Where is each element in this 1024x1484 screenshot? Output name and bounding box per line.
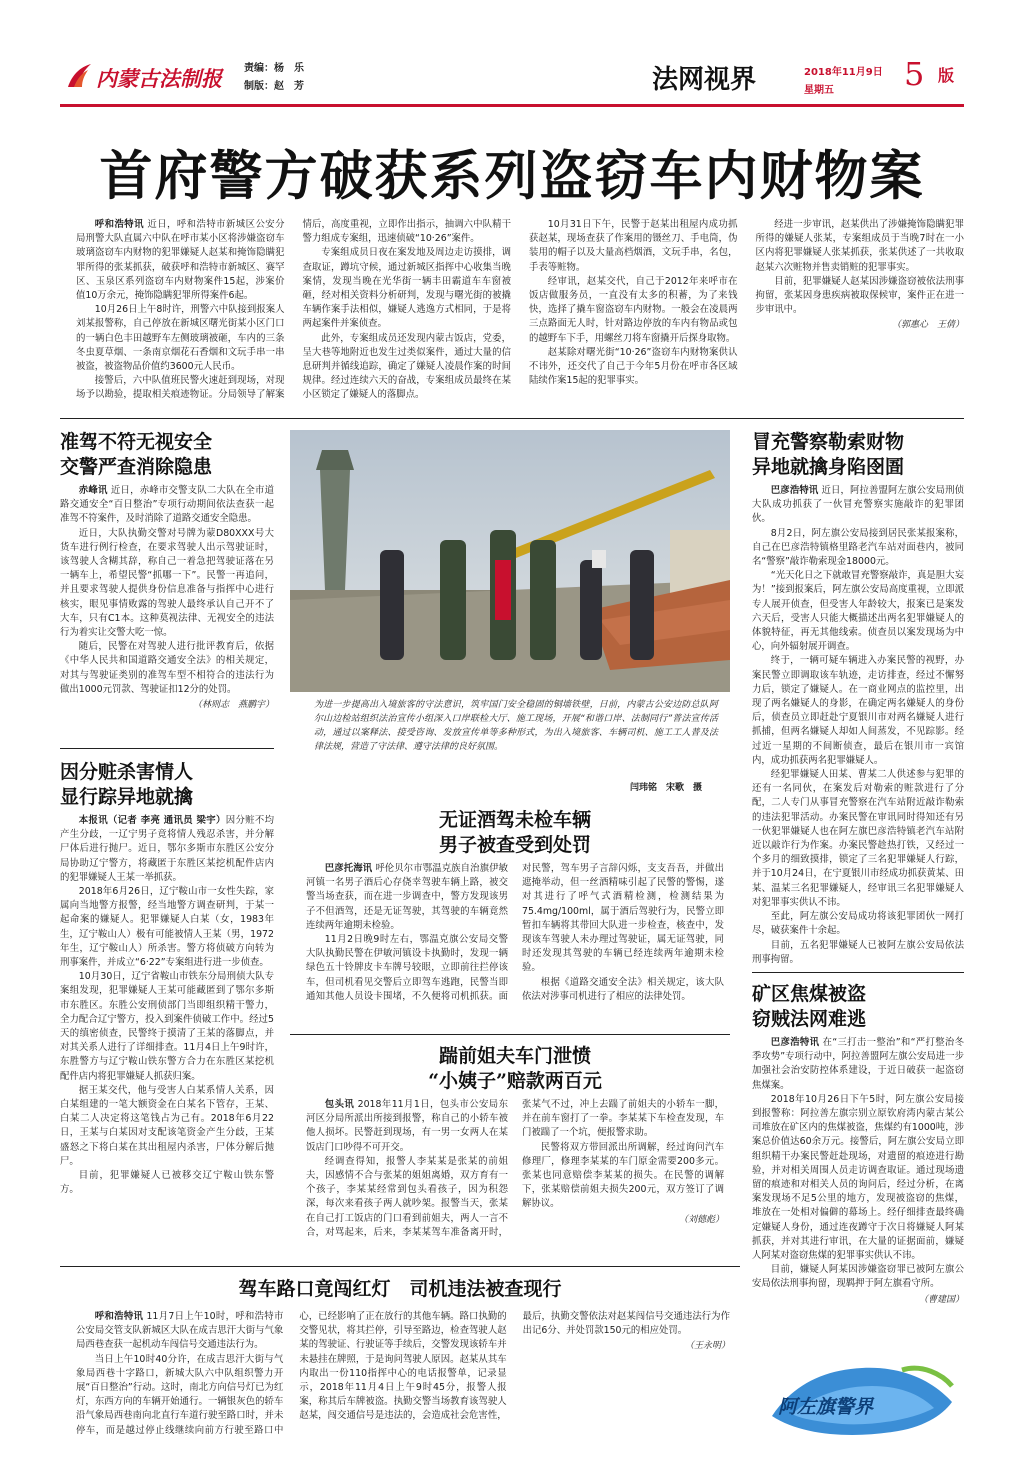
lead-paragraph: 经审讯，赵某交代，自己于2012年来呼市在饭店做服务员，一直没有太多的积蓄，为了来钱快，选择了撬车窗盗窃车内财物。一般会在凌晨两三点路面无人时，针对路边停放的车内有物品或包的越野车下手，用螺丝刀将车窗撬开后探身取物。 — [529, 275, 738, 344]
mid1-body — [306, 862, 724, 1016]
right2-paragraph: 2018年10月26日下午5时，阿左旗公安局接到报警称：阿拉善左旗宗别立原钦府湾内蒙古某公司堆放在矿区内的焦煤被盗，焦煤约有1000吨，涉案总价值达60余万元。接警后，阿左旗公安局立即组织精干办案民警赶赴现场，对遗留的痕迹进行勘验，并对相关周围人员走访调查取证。通过现场遗留的痕迹和对相关人员的询问后，经过分析，在离案发现场不足5公里的地方，发现被盗窃的焦煤，堆放在一处相对偏僻的幕场上。经仔细排查最终确定嫌疑人身份，通过连夜蹲守于次日将嫌疑人阿某抓获，并对其进行审讯，在大量的证据面前，嫌疑人阿某对盗窃焦煤的犯罪事实供认不讳。 — [752, 1093, 964, 1262]
bottom-paragraph: 11月7日上午10时，呼和浩特市公安局交管支队新城区大队在成吉思汗大街与气象局西巷查获一起机动车闯信号交通违法行为。 — [76, 1311, 284, 1351]
left2-paragraph: 据王某交代，他与受害人白某系情人关系，因白某组建的一笔大额资金在白某名下管存，王某、白某二人决定将这笔钱占为己有。2018年6月22日，王某与白某因对支配该笔资金产生分歧，王某盛怒之下将白某在其出租屋内杀害，尸体分解后抛尸。 — [60, 1084, 274, 1167]
page-number: 5 — [904, 55, 925, 93]
lead-paragraph: 10月31日下午，民警于赵某出租屋内成功抓获赵某，现场查获了作案用的镊丝刀、手电筒，伪装用的帽子以及大量高档烟酒，文玩手串，名包，手表等赃物。 — [529, 219, 738, 273]
mid1-headline-1: 无证酒驾未检车辆 — [438, 809, 591, 831]
right2-headline-1: 矿区焦煤被盗 — [752, 983, 867, 1005]
right1-paragraph: 经犯罪嫌疑人田某、曹某二人供述参与犯罪的还有一名同伙，在案发后对勒索的赃款进行了分配，二人专门从事冒充警察在汽车站附近敲诈勒索的违法犯罪活动。办案民警在审讯同时得知还有另一伙犯罪嫌疑人也在阿左旗巴彦浩特镇老汽车站附近以敲诈行为作案。办案民警趁热打铁，又经过一个多月的细致摸排，锁定了三名犯罪嫌疑人行踪，并于10月24日，在宁夏银川市经成功抓获黄某、田某、温某三名犯罪嫌疑人，经审讯三名犯罪嫌疑人对犯罪事实供认不讳。 — [752, 769, 964, 908]
right1-paragraph: 8月2日，阿左旗公安局接到居民张某报案称，自己在巴彦浩特镇格里路老汽车站对面巷内，被同名“警察”敲诈勒索现金18000元。 — [752, 527, 964, 568]
date-box — [796, 55, 964, 101]
ad-text: 阿左旗警界 — [778, 1396, 874, 1418]
bottom-body — [76, 1310, 730, 1452]
middle-story-2 — [306, 1044, 724, 1258]
left2-byline: 本报讯（记者 李亮 通讯员 梁宇） — [78, 815, 226, 826]
right2-paragraph: 目前，嫌疑人阿某因涉嫌盗窃罪已被阿左旗公安局依法刑事拘留，现羁押于阿左旗看守所。 — [752, 1264, 964, 1290]
right2-paragraph: 在“三打击一整治”和“严打整治冬季攻势”专项行动中，阿拉善盟阿左旗公安局进一步加强社会治安防控体系建设，于近日破获一起盗窃焦煤案。 — [752, 1037, 964, 1091]
lead-divider — [60, 418, 964, 419]
mid2-signature: （刘德彪） — [678, 1214, 724, 1225]
lead-signature: （郭惠心 王倩） — [891, 320, 964, 331]
mid1-paragraph: 11月2日晚9时左右，鄂温克旗公安局交警大队执勤民警在伊敏河镇设卡执勤时，发现一辆绿色五十铃牌皮卡车牌号较眼，立即前往拦停该车，但司机看见交警后立即驾车逃跑，民警当即通知其他人员设卡围堵，不久便将司机抓获。面对民警，驾车男子言辞闪烁，支支吾吾，并做出遮掩举动，但一丝酒精味引起了民警的警惕，遂对其进行了呼气式酒精检测，检测结果为75.4mg/100ml，属于酒后驾驶行为，民警立即暂扣车辆将其带回大队进一步检查，核查中，发现该车驾驶人未办理过驾驶证，属无证驾驶，同时还发现其驾驶的车辆已经连续两年逾期未检验。 — [306, 863, 724, 1002]
left2-paragraph: 目前，犯罪嫌疑人已被移交辽宁鞍山铁东警方。 — [60, 1170, 274, 1196]
bottom-paragraph: 当日上午10时40分许，在成吉思汗大街与气象局西巷十字路口，新城大队六中队组织警力开展“百日整治”行动。这时，南北方向信号灯已为红灯，东西方向的车辆开始通行。一辆银灰色的轿车沿气象局西巷南向北直行车道行驶至路口时，并未停车，而是越过停止线继续向前方行驶至路口中心，已经影响了正在放行的其他车辆。路口执勤的交警见状，将其拦停，引导至路边，检查驾驶人赵某的驾驶证、行驶证等手续后，交警发现该轿车并未悬挂在牌照，于是询问驾驶人原因。赵某从其车内取出一份110指挥中心的电话报警单，记录显示，2018年11月4日上午9时45分，报警人报案，称其后车牌被盗。执勤交警当场教育该驾驶人赵某，闯交通信号是违法的，会造成社会危害性，最后，执勤交警依法对赵某闯信号交通违法行为作出记6分、并处罚款150元的相应处罚。 — [76, 1311, 730, 1436]
ad-banner — [752, 1356, 964, 1442]
left-divider — [60, 748, 274, 749]
photo-credit: 闫玮铭 宋歌 摄 — [630, 783, 703, 793]
middle-divider — [290, 1034, 730, 1035]
bottom-headline: 驾车路口竟闯红灯 司机违法被查现行 — [238, 1278, 562, 1300]
mid1-paragraph: 根据《道路交通安全法》相关规定，该大队依法对涉事司机进行了相应的法律处罚。 — [522, 976, 724, 1002]
left1-signature: （林则志 燕鹏宇） — [192, 700, 274, 711]
left2-paragraph: 2018年6月26日，辽宁鞍山市一女性失踪，家属向当地警方报警，经当地警方调查研判，于某一起命案的嫌疑人。犯罪嫌疑人白某（女，1983年生，辽宁鞍山人）极有可能被情人王某（男，1972年生，辽宁鞍山人）所杀害。警方将侦破方向转为刑事案件，并成立“6·22”专案组进行进一步侦查。 — [60, 886, 274, 969]
right1-paragraph: “光天化日之下就敢冒充警察敲诈，真是胆大妄为！”接到报案后，阿左旗公安局高度重视，立即派专人展开侦查，但受害人年龄较大，报案已是案发六天后，受害人只能大概描述出两名犯罪嫌疑人的体貌特征，再无其他线索。侦查员以案发现场为中心，向外辐射展开调查。 — [752, 570, 964, 653]
right2-signature: （曹建国） — [918, 1294, 964, 1305]
left1-byline: 赤峰讯 — [78, 485, 108, 496]
lead-body — [76, 218, 964, 410]
mid2-paragraph: 经调查得知，报警人李某某是张某的前姐夫，因感情不合与张某的姐姐离婚，双方育有一个孩子，李某某经常到包头看孩子，因为积怨深，每次来看孩子两人就吵架。报警当天，张某在自己打工饭店的门口看到前姐夫，两人一言不合，对骂起来，后来，李某某驾车准备离开时，张某气不过，冲上去踹了前姐夫的小轿车一脚，并在前车窗打了一拳。李某某下车检查发现，车门被踹了一个坑，便报警求助。 — [306, 1099, 724, 1238]
mid2-headline-2: “小姨子”赔款两百元 — [428, 1070, 602, 1092]
right-story-1 — [752, 430, 964, 964]
left2-headline-2: 显行踪异地就擒 — [60, 786, 194, 808]
lead-paragraph: 专案组成员日夜在案发地及周边走访摸排，调查取证，蹲坑守候，通过新城区指挥中心收集当晚案情，发现当晚在光华街一辆丰田霸道车车窗被砸，经对相关资料分析研判，发现与曙光街的被撬车辆作案手法相似，嫌疑人逃逸方式相同，于是将两起案件并案侦查。 — [302, 247, 511, 330]
mid1-paragraph: 呼伦贝尔市鄂温克族自治旗伊敏河镇一名男子酒后心存侥幸驾驶车辆上路，被交警当场查获，而在进一步调查中，警方发现该男子不但酒驾，还是无证驾驶，其驾驶的车辆竟然连续两年逾期未检验。 — [306, 863, 508, 931]
lead-paragraph: 赵某除对曙光街“10·26”盗窃车内财物案供认不讳外，还交代了自己于今年5月份在呼市各区域陆续作案15起的犯罪事实。 — [529, 346, 738, 387]
lead-byline: 呼和浩特讯 — [94, 219, 144, 230]
left2-paragraph: 因分赃不均产生分歧，一辽宁男子竟将情人残忍杀害，并分解尸体后进行抛尸。近日，鄂尔多斯市东胜区公安分局协助辽宁警方，将藏匿于东胜区某挖机配件店内的犯罪嫌疑人王某一举抓获。 — [60, 815, 274, 883]
right1-headline-1: 冒充警察勒索财物 — [752, 431, 905, 453]
lead-headline: 首府警方破获系列盗窃车内财物案 — [99, 145, 925, 207]
left2-headline-1: 因分赃杀害情人 — [60, 761, 194, 783]
right-story-2 — [752, 982, 964, 1346]
mid2-byline: 包头讯 — [324, 1099, 355, 1110]
right-divider — [752, 972, 964, 973]
lead-paragraph: 接警后，六中队值班民警火速赶到现场，对现场予以勘验，提取相关痕迹物证。分局领导了解案情后，高度重视，立即作出指示，抽调六中队精干警力组成专案组，迅速侦破“10·26”案件。 — [76, 219, 511, 401]
issue-date: 2018年11月9日 — [804, 67, 883, 78]
logo-text: 内蒙古法制报 — [96, 66, 222, 91]
editor-credit: 责编：杨 乐 — [244, 63, 304, 74]
right1-paragraph: 终于，一辆可疑车辆进入办案民警的视野，办案民警立即调取该车轨迹，走访排查，经过不懈努力后，锁定了嫌疑人。在一商业网点的监控里，出现了两名嫌疑人的身影，在确定两名嫌疑人的身份后，侦查员立即赶赴宁夏银川市对两名嫌疑人进行抓捕，但两名嫌疑人却如人间蒸发，不见踪影。经过近一星期的不间断侦查，最后在银川市一宾馆内，成功抓获两名犯罪嫌疑人。 — [752, 655, 964, 766]
photo-caption: 为进一步提高出入境旅客的守法意识，筑牢国门安全稳固的铜墙铁壁，日前，内蒙古公安边防总队阿尔山边检站组织法治宣传小组深入口岸联检大厅、施工现场，开展“和谐口岸、法制同行”普法宣传活动，通过以案释法、接受咨询、发放宣传单等多种形式，为出入境旅客、车辆司机、施工工人普及法律法规，营造了守法律、遵守法律的良好氛围。 — [314, 700, 718, 752]
lead-paragraph: 目前，犯罪嫌疑人赵某因涉嫌盗窃被依法刑事拘留，张某因身患疾病被取保候审，案件正在进一步审讯中。 — [755, 275, 964, 316]
lead-paragraph: 此外，专案组成员还发现内蒙古饭店，党委，呈大巷等地附近也发生过类似案件，通过大量的信息研判并循线追踪，确定了嫌疑人凌晨作案的时间规律。经过连续六天的奋战，专案组成员最终在某小区锁定了嫌疑人的落脚点。 — [302, 332, 511, 401]
designer-credit: 制版：赵 芳 — [244, 81, 304, 92]
left1-paragraph: 近日，赤峰市交警支队二大队在全市道路交通安全“百日整治”专项行动期间依法查获一起准驾不符案件，及时消除了道路交通安全隐患。 — [60, 485, 274, 525]
middle-story-1 — [306, 808, 724, 1028]
left2-paragraph: 10月30日，辽宁省鞍山市铁东分局刑侦大队专案组发现，犯罪嫌疑人王某可能藏匿到了鄂尔多斯市东胜区。东胜公安刑侦部门当即组织精干警力，全力配合辽宁警方，投入到案件侦破工作中。经过5天的缜密侦查，民警终于摸清了王某的落脚点，并对其关系人进行了详细排查。11月4日上午9时许，东胜警方与辽宁鞍山铁东警方合力在东胜区某挖机配件店内将犯罪嫌疑人抓获归案。 — [60, 971, 274, 1082]
issue-weekday: 星期五 — [804, 85, 834, 96]
left-story-2 — [60, 760, 274, 1254]
right2-byline: 巴彦浩特讯 — [770, 1037, 820, 1048]
right1-paragraph: 目前，五名犯罪嫌疑人已被阿左旗公安局依法刑事拘留。 — [752, 939, 964, 964]
page-label: 版 — [938, 66, 955, 85]
right1-paragraph: 至此，阿左旗公安局成功将该犯罪团伙一网打尽，破获案件十余起。 — [752, 911, 964, 937]
news-photo — [290, 430, 730, 692]
lead-paragraph: 10月26日上午8时许，刑警六中队接到报案人刘某报警称，自己停放在新城区曙光街某小区门口的一辆白色丰田越野车左侧玻璃被砸，车内的三条冬虫夏草烟、一条南京烟花石香烟和文玩手串一串被盗，被盗物品价值约3600元人民币。 — [76, 304, 285, 373]
mid1-byline: 巴彦托海讯 — [324, 863, 373, 874]
left1-headline-2: 交警严查消除隐患 — [60, 456, 213, 478]
lead-paragraph: 近日，呼和浩特市新城区公安分局刑警大队直属六中队在呼市某小区将涉嫌盗窃车玻璃盗窃车内财物的犯罪嫌疑人赵某和掩饰隐瞒犯罪所得的张某抓获，破获呼和浩特市新城区、赛罕区、玉泉区系列盗窃车内财物案件15起，涉案价值10万余元，掩饰隐瞒犯罪所得案件6起。 — [76, 219, 285, 302]
bottom-byline: 呼和浩特讯 — [94, 1311, 144, 1322]
mid2-body — [306, 1098, 724, 1254]
photo-illustration-icon — [290, 430, 730, 692]
section-title: 法网视界 — [652, 65, 757, 95]
left1-paragraph: 随后，民警在对驾驶人进行批评教育后，依据《中华人民共和国道路交通安全法》的相关规定，对其与驾驶证类别的准驾车型不相符合的违法行为做出1000元罚款、驾驶证扣12分的处罚。 — [60, 641, 274, 695]
right1-paragraph: 近日，阿拉善盟阿左旗公安局刑侦大队成功抓获了一伙冒充警察实施敲诈的犯罪团伙。 — [752, 485, 964, 525]
right2-headline-2: 窃贼法网难逃 — [752, 1008, 867, 1030]
left1-paragraph: 近日，大队执勤交警对号牌为蒙D80XXX号大货车进行例行检查，在要求驾驶人出示驾驶证时，该驾驶人含糊其辞，称自己一着急把驾驶证落在另一辆车上，希望民警“抓哪一下”。民警一再追问，并且要求驾驶人提供身份信息准备与指挥中心进行核实，眼见事情败露的驾驶人最终承认自己开不了大车，只有C1本。这种莫视法律、无视安全的违法行为着实让交警大吃一惊。 — [60, 527, 274, 639]
logo-swoosh-icon — [64, 61, 94, 91]
masthead — [60, 55, 964, 105]
right1-byline: 巴彦浩特讯 — [770, 485, 819, 496]
mid2-headline-1: 踹前姐夫车门泄愤 — [438, 1045, 591, 1067]
masthead-rule — [60, 104, 964, 107]
mid2-paragraph: 2018年11月1日，包头市公安局东河区分局所派出所接到报警，称自己的小轿车被他人损坏。民警赶到现场，有一男一女两人在某饭店门口吵得不可开交。 — [306, 1099, 508, 1153]
right1-headline-2: 异地就擒身陷囹圄 — [752, 456, 905, 478]
mid2-paragraph: 民警将双方带回派出所调解，经过询问汽车修理厂，修理李某某的车门原金需要200多元。张某也同意赔偿李某某的损失。在民警的调解下，张某赔偿前姐夫损失200元，双方签订了调解协议。 — [522, 1141, 724, 1210]
bottom-signature: （王永明） — [684, 1341, 730, 1352]
lead-paragraph: 经进一步审讯，赵某供出了涉嫌掩饰隐瞒犯罪所得的嫌疑人张某，专案组成员于当晚7时在一小区内将犯罪嫌疑人张某抓获，张某供述了一共收取赵某六次赃物并售卖销赃的犯罪事实。 — [755, 219, 964, 273]
left-story-1 — [60, 430, 274, 740]
newspaper-logo — [64, 61, 230, 91]
bottom-divider — [60, 1266, 740, 1267]
mid1-headline-2: 男子被查受到处罚 — [438, 834, 591, 856]
left1-headline-1: 准驾不符无视安全 — [60, 431, 213, 453]
